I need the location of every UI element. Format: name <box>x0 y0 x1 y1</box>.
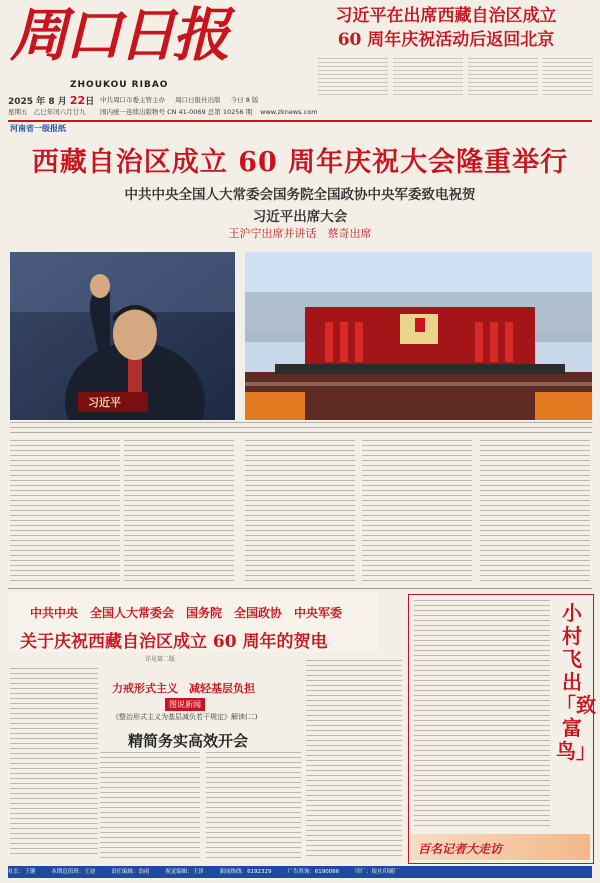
photo-illustration <box>245 252 592 420</box>
article-body-column <box>362 440 472 584</box>
photo-illustration <box>10 252 235 420</box>
article-body-column <box>10 668 98 858</box>
body-text-block <box>318 58 388 98</box>
footer-credit: 责任编辑：翁雨 <box>111 869 150 875</box>
top-headline-line1: 习近平在出席西藏自治区成立 <box>335 6 557 26</box>
footer-credit: 印厂：报社印刷厂 <box>355 869 400 875</box>
footer-credit: 本期总值班：王迪 <box>51 869 96 875</box>
top-headline-line2: 60 周年庆祝活动后返回北京 <box>337 30 555 50</box>
feature-kicker: 力戒形式主义 减轻基层负担 <box>112 682 255 695</box>
subhead-attend: 习近平出席大会 <box>252 209 348 225</box>
website[interactable]: www.zknews.com <box>260 108 318 116</box>
weekday: 星期五 <box>8 108 28 116</box>
article-body-column <box>245 440 355 584</box>
lead-photo-ceremony[interactable] <box>245 252 592 420</box>
feature-column-tag: 图说新闻 <box>165 698 205 711</box>
masthead-title: 周口日报 <box>10 1 227 69</box>
feature-deck: 《整治形式主义为基层减负若干规定》解读(二) <box>112 713 258 721</box>
photo-caption <box>10 422 592 436</box>
divider <box>8 120 592 122</box>
lead-headline[interactable]: 西藏自治区成立 60 周年庆祝大会隆重举行 <box>31 147 569 178</box>
masthead-pinyin: ZHOUKOU RIBAO <box>70 80 169 90</box>
grade-tag: 河南省一级报纸 <box>10 124 66 133</box>
vertical-headline[interactable]: 小村飞出「致富鸟」 <box>556 601 596 763</box>
subhead-congrats: 中共中央全国人大常委会国务院全国政协中央军委致电祝贺 <box>124 187 476 203</box>
subhead-speech: 王沪宁出席并讲话 蔡奇出席 <box>228 227 372 240</box>
issue-date: 2025 年 8 月 22日 <box>8 94 95 107</box>
top-headline[interactable] <box>298 4 594 52</box>
sponsor: 中共周口市委主管主办 <box>100 96 165 104</box>
divider <box>8 588 592 589</box>
footer-credit: 新闻热线：6192329 <box>219 869 272 875</box>
reporters-banner: 百名记者大走访 <box>418 842 503 856</box>
congrats-issuers: 中共中央 全国人大常委会 国务院 全国政协 中央军委 <box>30 606 343 620</box>
lead-photo-portrait[interactable] <box>10 252 235 420</box>
article-body-column <box>100 752 200 858</box>
article-body-column <box>124 440 234 584</box>
footer-credit: 广告咨询：6190066 <box>287 869 340 875</box>
page-count: 今日 8 版 <box>230 96 259 104</box>
article-body-column <box>206 752 301 858</box>
body-text-block <box>468 58 538 98</box>
article-body-column <box>480 440 590 584</box>
footer-credit: 视觉编辑：王泽 <box>165 869 204 875</box>
see-page-note[interactable]: 详见第二版 <box>145 656 176 663</box>
serial-number: 国内统一连续出版物号 CN 41-0069 总第 10256 期 <box>100 108 253 116</box>
congrats-headline[interactable]: 关于庆祝西藏自治区成立 60 周年的贺电 <box>20 632 328 652</box>
article-body-column <box>10 440 120 584</box>
article-body-column <box>414 600 550 826</box>
feature-headline[interactable]: 精简务实高效开会 <box>128 732 249 750</box>
footer-credits-bar <box>8 866 592 878</box>
issue-info-bar <box>8 96 592 122</box>
body-text-block <box>543 58 593 98</box>
body-text-block <box>393 58 463 98</box>
name-plate: 习近平 <box>88 396 121 409</box>
lunar-date: 乙巳年闰六月廿九 <box>33 108 86 116</box>
publisher: 周口日报社出版 <box>175 96 221 104</box>
article-body-column <box>306 660 402 858</box>
footer-credit: 社长：王键 <box>8 869 36 875</box>
